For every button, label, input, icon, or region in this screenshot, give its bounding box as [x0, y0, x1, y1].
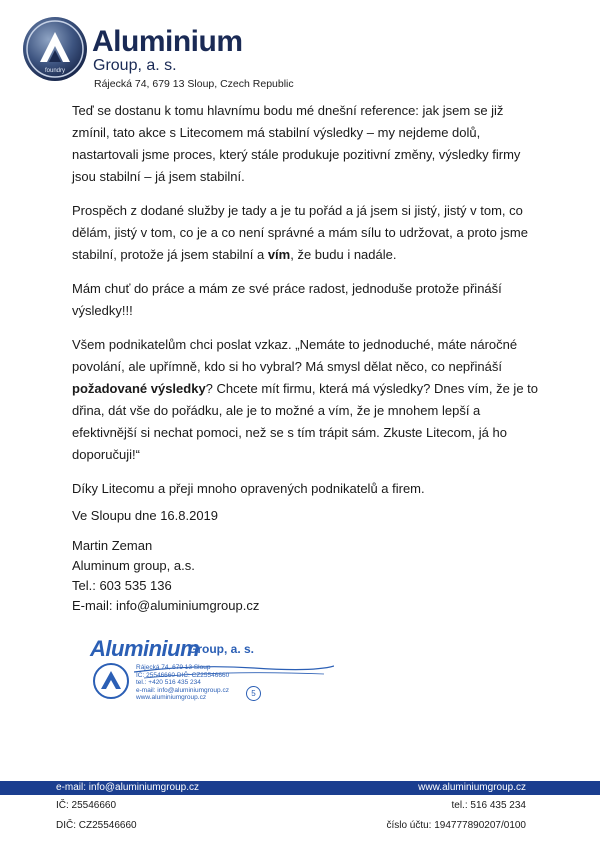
signer-name: Martin Zeman: [72, 538, 153, 553]
letter-body: [72, 100, 542, 512]
company-stamp: [90, 636, 320, 716]
aluminium-logo-icon: [22, 16, 88, 82]
stamp-line: e-mail: info@aluminiumgroup.cz: [136, 686, 229, 694]
paragraph-text: Teď se dostanu k tomu hlavnímu bodu mé dnešní reference: jak jsem se již zmínil, tato akce s Litecomem má stabilní výsledky – my nejdeme dolů, nastartovali jsme proces, který stále produkuje pozitivní změny, výsledky firmy jsou stabilní – já jsem stabilní.: [72, 103, 521, 184]
stamp-line: IČ: 25546660 DIČ: CZ25546660: [136, 671, 230, 679]
paragraph: [72, 278, 542, 322]
bold-text: požadované výsledky: [72, 381, 206, 396]
paragraph: [72, 478, 542, 500]
signer-company: Aluminum group, a.s.: [72, 558, 195, 573]
paragraph-text: ? Chcete mít firmu, která má výsledky? Dnes vím, že je to dřina, dát vše do pořádku, ale je to možné a vím, že je mnohem lepší a efektivnější si nechat pomoci, než se s tím trápit sám. Zkuste Litecom, já ho doporučuji!“: [72, 381, 539, 462]
signature-block: [72, 536, 259, 616]
footer-account: číslo účtu: 194777890207/0100: [386, 820, 526, 831]
footer-email: e-mail: info@aluminiumgroup.cz: [56, 782, 199, 793]
paragraph-text: Díky Litecomu a přeji mnoho opravených podnikatelů a firem.: [72, 481, 425, 496]
brand-name: Aluminium: [92, 25, 243, 58]
letterhead-address: Rájecká 74, 679 13 Sloup, Czech Republic: [94, 78, 294, 90]
paragraph-text: , že budu i nadále.: [290, 247, 397, 262]
svg-text:foundry: foundry: [44, 68, 66, 74]
signer-phone: Tel.: 603 535 136: [72, 578, 172, 593]
paragraph-text: Všem podnikatelům chci poslat vzkaz. „Nemáte to jednoduché, máte náročné povolání, ale upřímně, kdo si ho vybral? Má smysl dělat něco, co nepřináší: [72, 337, 518, 374]
paragraph-text: Prospěch z dodané služby je tady a je tu pořád a já jsem si jistý, jistý v tom, co dělám, jistý v tom, co je a co není správné a mám sílu to udržovat, a proto jsme stabilní, protože já jsem stabilní a: [72, 203, 528, 262]
stamp-brand: Aluminium: [90, 636, 200, 661]
paragraph: [72, 100, 542, 188]
footer-web: www.aluminiumgroup.cz: [418, 782, 526, 793]
footer-ic: IČ: 25546660: [56, 800, 117, 811]
letterhead: [22, 16, 442, 96]
paragraph-text: Mám chuť do práce a mám ze své práce radost, jednoduše protože přináší výsledky!!!: [72, 281, 502, 318]
signoff-date: Ve Sloupu dne 16.8.2019: [72, 508, 219, 523]
stamp-line: Rájecká 74, 679 13 Sloup: [136, 664, 211, 671]
stamp-number: 5: [246, 686, 261, 701]
stamp-line: www.aluminiumgroup.cz: [136, 694, 207, 701]
bold-text: vím: [267, 247, 291, 262]
footer-dic: DIČ: CZ25546660: [56, 820, 137, 831]
paragraph: [72, 334, 542, 466]
stamp-line: tel.: +420 516 435 234: [136, 679, 201, 686]
signer-email: E-mail: info@aluminiumgroup.cz: [72, 598, 260, 613]
footer-tel: tel.: 516 435 234: [451, 800, 526, 811]
stamp-lines: [136, 664, 229, 702]
stamp-logo-icon: [92, 662, 130, 700]
stamp-sub: Group, a. s.: [188, 642, 255, 656]
paragraph: [72, 200, 542, 266]
brand-sub: Group, a. s.: [93, 57, 177, 74]
footer-bar: [0, 781, 600, 795]
